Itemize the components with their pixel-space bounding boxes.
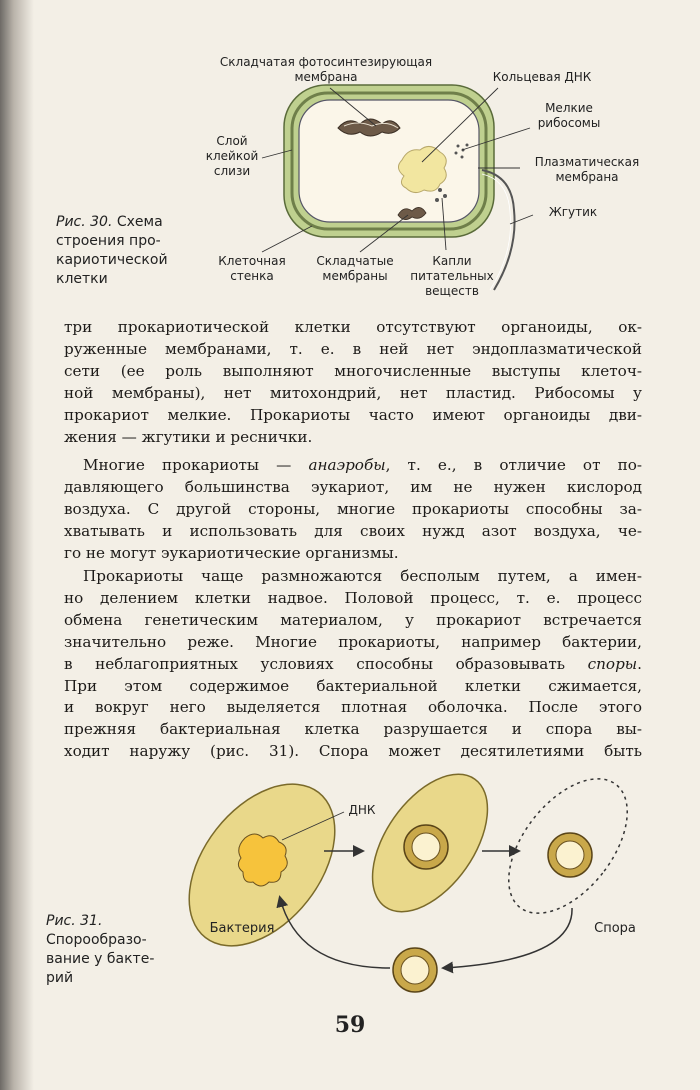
text-line: воздуха. С другой стороны, многие прокариоты способны за- [64,499,642,518]
label-text: клейкой [205,149,259,163]
text-line: прокариот мелкие. Прокариоты часто имеют органоиды дви- [64,405,642,424]
text-run: . [637,654,642,673]
label-text: Слой [216,134,248,148]
label-text: мембрана [555,170,619,184]
text-run: , т. е., в отличие от по- [385,456,642,474]
caption-text: Схема [116,214,163,230]
label-text: Мелкие [545,101,593,115]
caption-text: рий [46,970,74,986]
term-anaerobes: анаэробы [308,456,386,474]
label-text: стенка [230,269,274,283]
label-text: Капли [432,254,472,268]
text-line: ходит наружу (рис. 31). Спора может десятилетиями быть [64,742,642,761]
label-text: Складчатая фотосинтезирующая [219,55,433,69]
text-run: в неблагоприятных условиях способны образовывать [64,654,588,673]
arrow-step-3 [444,908,572,968]
caption-text: строения про- [56,233,161,249]
spore-core [412,833,440,861]
text-line: го не могут эукариотические организмы. [64,543,399,562]
text-run: Многие прокариоты — [83,456,309,474]
text-line: три прокариотической клетки отсутствуют органоиды, ок- [64,318,642,336]
text-line: сети (ее роль выполняют многочисленные выступы клеточ- [64,361,642,380]
label-text: веществ [425,284,479,298]
label-bacterium: Бактерия [209,921,275,936]
text-line: но делением клетки надвое. Половой процесс, т. е. процесс [64,588,642,607]
figure-31-caption [46,912,176,988]
text-line: Прокариоты чаще размножаются бесполым путем, а имен- [83,567,642,585]
text-line: ной мембраны), нет митохондрий, нет пластид. Рибосомы у [64,383,642,402]
caption-number: Рис. 30. [56,214,113,230]
label-text: Плазматическая [534,155,640,169]
text-line: При этом содержимое бактериальной клетки сжимается, [64,676,642,695]
text-line: руженные мембранами, т. е. в ней нет эндоплазматической [64,339,642,358]
text-line: прежняя бактериальная клетка разрушается и спора вы- [64,720,642,739]
label-text: питательных [410,269,494,283]
text-line: значительно реже. Многие прокариоты, например бактерии, [64,632,642,651]
caption-text: кариотической [56,252,168,268]
label-text: слизи [213,164,251,178]
text-line: и вокруг него выделяется плотная оболочка. После этого [64,698,642,717]
caption-number: Рис. 31. [46,913,103,929]
label-flagellum: Жгутик [548,205,598,219]
text-line: давляющего большинства эукариот, им не нужен кислород [64,477,642,496]
text-line: жения — жгутики и реснички. [64,427,313,446]
page-number: 59 [334,1012,366,1038]
text-line: хватывать и использовать для своих нужд азот воздуха, че- [64,521,642,540]
caption-text: клетки [56,271,108,287]
label-dna: ДНК [348,803,376,817]
label-text: мембрана [294,70,358,84]
label-spore: Спора [594,921,636,936]
label-text: Складчатые [316,254,394,268]
label-text: Клеточная [218,254,286,268]
caption-text: Спорообразо- [46,932,147,948]
caption-text: вание у бакте- [46,951,155,967]
label-ring-dna: Кольцевая ДНК [492,70,592,84]
label-text: рибосомы [537,116,601,130]
term-spores: споры [587,654,638,673]
label-text: мембраны [322,269,388,283]
text-line: обмена генетическим материалом, у прокариот встречается [64,610,642,629]
